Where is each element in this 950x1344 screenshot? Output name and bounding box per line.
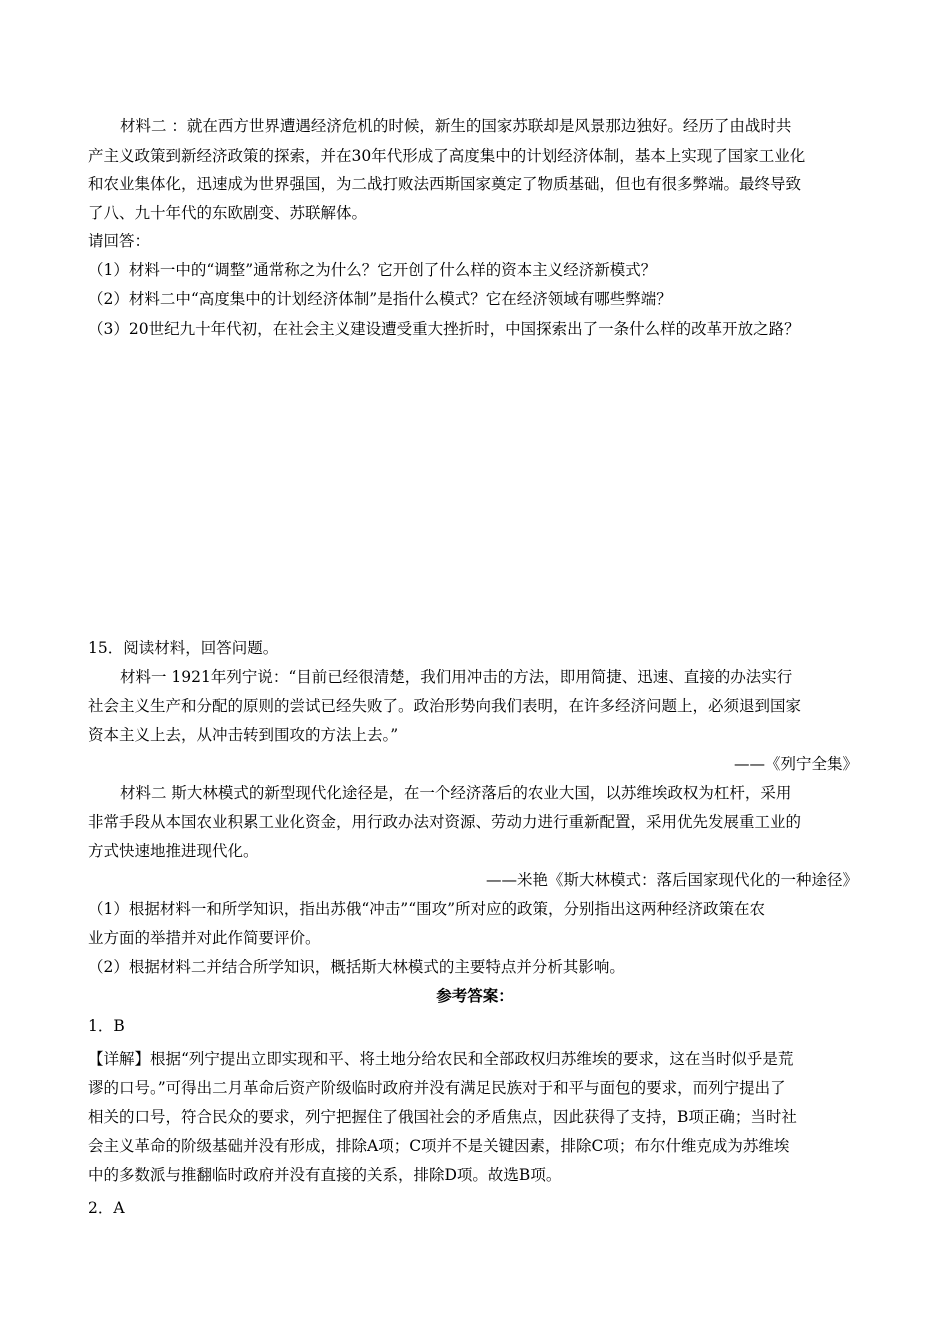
q14-subquestion-3: （3）20世纪九十年代初，在社会主义建设遭受重大挫折时，中国探索出了一条什么样的改革开放之路？ bbox=[88, 320, 800, 338]
material2-line: 产主义政策到新经济政策的探索，并在30年代形成了高度集中的计划经济体制，基本上实现了国家工业化 bbox=[88, 147, 806, 165]
q15-source1: ——《列宁全集》 bbox=[733, 755, 858, 773]
answer-detail-line: 会主义革命的阶级基础并没有形成，排除A项；C项并不是关键因素，排除C项；布尔什维克成为苏维埃 bbox=[88, 1137, 790, 1155]
q15-material1-line: 资本主义上去，从冲击转到围攻的方法上去。” bbox=[88, 726, 399, 744]
answer-detail-line: 【详解】根据“列宁提出立即实现和平、将土地分给农民和全部政权归苏维埃的要求，这在当时似乎是荒 bbox=[88, 1050, 794, 1068]
answers-title: 参考答案： bbox=[436, 986, 514, 1005]
prompt-label: 请回答： bbox=[88, 232, 151, 250]
answer-1: 1．B bbox=[88, 1017, 125, 1035]
answer-detail-line: 相关的口号，符合民众的要求，列宁把握住了俄国社会的矛盾焦点，因此获得了支持，B项正确；当时社 bbox=[88, 1108, 797, 1126]
q15-heading: 15．阅读材料，回答问题。 bbox=[88, 639, 279, 657]
answer-detail-line: 中的多数派与推翻临时政府并没有直接的关系，排除D项。故选B项。 bbox=[88, 1166, 562, 1184]
q15-source2: ——米艳《斯大林模式：落后国家现代化的一种途径》 bbox=[485, 871, 858, 889]
q14-subquestion-2: （2）材料二中“高度集中的计划经济体制”是指什么模式？它在经济领域有哪些弊端？ bbox=[88, 290, 672, 308]
q14-subquestion-1: （1）材料一中的“调整”通常称之为什么？它开创了什么样的资本主义经济新模式？ bbox=[88, 261, 657, 279]
answer-detail-line: 谬的口号。”可得出二月革命后资产阶级临时政府并没有满足民族对于和平与面包的要求，而列宁提出了 bbox=[88, 1079, 786, 1097]
q15-material2-line: 材料二 斯大林模式的新型现代化途径是，在一个经济落后的农业大国，以苏维埃政权为杠杆，采用 bbox=[120, 784, 792, 802]
q15-subquestion-line: （1）根据材料一和所学知识，指出苏俄“冲击”“围攻”所对应的政策，分别指出这两种经济政策在农 bbox=[88, 900, 766, 918]
q15-material1-line: 材料一 1921年列宁说：“目前已经很清楚，我们用冲击的方法，即用简捷、迅速、直接的办法实行 bbox=[120, 668, 793, 686]
q15-subquestion-line: 业方面的举措并对此作简要评价。 bbox=[88, 929, 321, 947]
q15-material2-line: 非常手段从本国农业积累工业化资金，用行政办法对资源、劳动力进行重新配置，采用优先发展重工业的 bbox=[88, 813, 802, 831]
q15-material1-line: 社会主义生产和分配的原则的尝试已经失败了。政治形势向我们表明，在许多经济问题上，必须退到国家 bbox=[88, 697, 802, 715]
material2-line: 和农业集体化，迅速成为世界强国，为二战打败法西斯国家奠定了物质基础，但也有很多弊端。最终导致 bbox=[88, 175, 802, 193]
answer-2: 2．A bbox=[88, 1199, 125, 1217]
q15-subquestion-line: （2）根据材料二并结合所学知识，概括斯大林模式的主要特点并分析其影响。 bbox=[88, 958, 625, 976]
material2-line: 材料二 ：就在西方世界遭遇经济危机的时候，新生的国家苏联却是风景那边独好。经历了由战时共 bbox=[120, 117, 792, 135]
material2-line: 了八、九十年代的东欧剧变、苏联解体。 bbox=[88, 204, 368, 222]
q15-material2-line: 方式快速地推进现代化。 bbox=[88, 842, 259, 860]
